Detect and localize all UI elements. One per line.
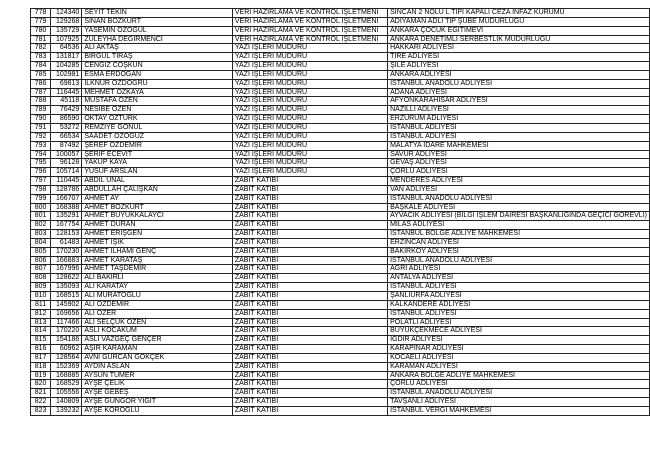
unit-name-cell: ADANA ADLİYESİ: [388, 88, 650, 97]
unit-name-cell: İSTANBUL ANADOLU ADLİYESİ: [388, 389, 650, 398]
job-title-cell: YAZI İŞLERİ MÜDÜRÜ: [232, 62, 387, 71]
job-title-cell: ZABIT KATİBİ: [232, 309, 387, 318]
full-name-cell: CENGİZ COŞKUN: [82, 62, 233, 71]
job-title-cell: ZABIT KATİBİ: [232, 203, 387, 212]
table-row: [31, 203, 650, 212]
registry-number-cell: 69813: [51, 79, 82, 88]
row-number-cell: 802: [31, 221, 51, 230]
job-title-cell: ZABIT KATİBİ: [232, 371, 387, 380]
unit-name-cell: VAN ADLİYESİ: [388, 185, 650, 194]
table-row: [31, 230, 650, 239]
registry-number-cell: 135093: [51, 283, 82, 292]
table-row: [31, 336, 650, 345]
registry-number-cell: 110445: [51, 177, 82, 186]
unit-name-cell: İSTANBUL ANADOLU ADLİYESİ: [388, 79, 650, 88]
row-number-cell: 783: [31, 53, 51, 62]
job-title-cell: YAZI İŞLERİ MÜDÜRÜ: [232, 70, 387, 79]
table-row: [31, 17, 650, 26]
registry-number-cell: 76429: [51, 106, 82, 115]
registry-number-cell: 100057: [51, 150, 82, 159]
table-row: [31, 159, 650, 168]
unit-name-cell: KOCAELİ ADLİYESİ: [388, 353, 650, 362]
full-name-cell: AHMET BÜYÜKKALAYCI: [82, 212, 233, 221]
table-row: [31, 362, 650, 371]
registry-number-cell: 168529: [51, 380, 82, 389]
full-name-cell: ESMA ERDOĞAN: [82, 70, 233, 79]
table-row: [31, 300, 650, 309]
registry-number-cell: 66534: [51, 132, 82, 141]
registry-number-cell: 154186: [51, 336, 82, 345]
job-title-cell: ZABIT KATİBİ: [232, 256, 387, 265]
row-number-cell: 787: [31, 88, 51, 97]
unit-name-cell: İSTANBUL VERGİ MAHKEMESİ: [388, 406, 650, 415]
unit-name-cell: POLATLI ADLİYESİ: [388, 318, 650, 327]
job-title-cell: ZABIT KATİBİ: [232, 336, 387, 345]
unit-name-cell: ANKARA ÇOCUK EĞİTİMEVİ: [388, 26, 650, 35]
unit-name-cell: ANKARA DENETİMLİ SERBESTLİK MÜDÜRLÜĞÜ: [388, 35, 650, 44]
row-number-cell: 808: [31, 274, 51, 283]
unit-name-cell: İSTANBUL ANADOLU ADLİYESİ: [388, 256, 650, 265]
registry-number-cell: 135291: [51, 212, 82, 221]
full-name-cell: ABDULLAH ÇALIŞKAN: [82, 185, 233, 194]
registry-number-cell: 60962: [51, 345, 82, 354]
registry-number-cell: 129268: [51, 17, 82, 26]
row-number-cell: 798: [31, 185, 51, 194]
unit-name-cell: IĞDIR ADLİYESİ: [388, 336, 650, 345]
job-title-cell: ZABIT KATİBİ: [232, 283, 387, 292]
table-row: [31, 97, 650, 106]
full-name-cell: AHMET IŞIK: [82, 238, 233, 247]
job-title-cell: ZABIT KATİBİ: [232, 406, 387, 415]
registry-number-cell: 53272: [51, 123, 82, 132]
job-title-cell: ZABIT KATİBİ: [232, 265, 387, 274]
registry-number-cell: 168885: [51, 371, 82, 380]
registry-number-cell: 169656: [51, 309, 82, 318]
job-title-cell: ZABIT KATİBİ: [232, 345, 387, 354]
job-title-cell: YAZI İŞLERİ MÜDÜRÜ: [232, 141, 387, 150]
unit-name-cell: İSTANBUL ADLİYESİ: [388, 123, 650, 132]
full-name-cell: AYŞE GÜNGÖR YİĞİT: [82, 398, 233, 407]
full-name-cell: NESİBE ÖZEN: [82, 106, 233, 115]
full-name-cell: REMZİYE GÖNÜL: [82, 123, 233, 132]
table-row: [31, 53, 650, 62]
registry-number-cell: 167754: [51, 221, 82, 230]
row-number-cell: 791: [31, 123, 51, 132]
row-number-cell: 803: [31, 230, 51, 239]
row-number-cell: 814: [31, 327, 51, 336]
row-number-cell: 780: [31, 26, 51, 35]
job-title-cell: ZABIT KATİBİ: [232, 221, 387, 230]
table-row: [31, 345, 650, 354]
unit-name-cell: ERZİNCAN ADLİYESİ: [388, 238, 650, 247]
table-row: [31, 212, 650, 221]
job-title-cell: ZABIT KATİBİ: [232, 185, 387, 194]
full-name-cell: YAKUP KAYA: [82, 159, 233, 168]
table-row: [31, 150, 650, 159]
unit-name-cell: BAŞKALE ADLİYESİ: [388, 203, 650, 212]
row-number-cell: 818: [31, 362, 51, 371]
unit-name-cell: ŞİLE ADLİYESİ: [388, 62, 650, 71]
unit-name-cell: NAZİLLİ ADLİYESİ: [388, 106, 650, 115]
unit-name-cell: HAKKARİ ADLİYESİ: [388, 44, 650, 53]
registry-number-cell: 140809: [51, 398, 82, 407]
full-name-cell: AYŞE KÖROĞLU: [82, 406, 233, 415]
table-row: [31, 79, 650, 88]
table-row: [31, 274, 650, 283]
row-number-cell: 782: [31, 44, 51, 53]
table-row: [31, 88, 650, 97]
table-row: [31, 221, 650, 230]
table-row: [31, 9, 650, 18]
full-name-cell: AVNİ GÜRCAN GÖKÇEK: [82, 353, 233, 362]
registry-number-cell: 135729: [51, 26, 82, 35]
row-number-cell: 785: [31, 70, 51, 79]
unit-name-cell: MİLAS ADLİYESİ: [388, 221, 650, 230]
job-title-cell: ZABIT KATİBİ: [232, 238, 387, 247]
full-name-cell: MUSTAFA ÖZEN: [82, 97, 233, 106]
unit-name-cell: ANKARA ADLİYESİ: [388, 70, 650, 79]
table-row: [31, 256, 650, 265]
row-number-cell: 786: [31, 79, 51, 88]
row-number-cell: 805: [31, 247, 51, 256]
job-title-cell: YAZI İŞLERİ MÜDÜRÜ: [232, 88, 387, 97]
registry-number-cell: 139232: [51, 406, 82, 415]
full-name-cell: ŞERİF ECEVİT: [82, 150, 233, 159]
row-number-cell: 801: [31, 212, 51, 221]
row-number-cell: 797: [31, 177, 51, 186]
job-title-cell: YAZI İŞLERİ MÜDÜRÜ: [232, 44, 387, 53]
personnel-table: [30, 8, 650, 416]
table-row: [31, 168, 650, 177]
unit-name-cell: KALKANDERE ADLİYESİ: [388, 300, 650, 309]
job-title-cell: YAZI İŞLERİ MÜDÜRÜ: [232, 97, 387, 106]
registry-number-cell: 170230: [51, 247, 82, 256]
row-number-cell: 799: [31, 194, 51, 203]
job-title-cell: YAZI İŞLERİ MÜDÜRÜ: [232, 79, 387, 88]
job-title-cell: VERİ HAZIRLAMA VE KONTROL İŞLETMENİ: [232, 35, 387, 44]
row-number-cell: 813: [31, 318, 51, 327]
row-number-cell: 809: [31, 283, 51, 292]
registry-number-cell: 166707: [51, 194, 82, 203]
full-name-cell: ALİ SELÇUK ÖZEN: [82, 318, 233, 327]
job-title-cell: YAZI İŞLERİ MÜDÜRÜ: [232, 53, 387, 62]
registry-number-cell: 128564: [51, 353, 82, 362]
unit-name-cell: ERZURUM ADLİYESİ: [388, 115, 650, 124]
unit-name-cell: İSTANBUL ADLİYESİ: [388, 132, 650, 141]
unit-name-cell: ANTALYA ADLİYESİ: [388, 274, 650, 283]
registry-number-cell: 124340: [51, 9, 82, 18]
full-name-cell: AHMET AY: [82, 194, 233, 203]
table-row: [31, 247, 650, 256]
table-row: [31, 265, 650, 274]
row-number-cell: 795: [31, 159, 51, 168]
job-title-cell: ZABIT KATİBİ: [232, 292, 387, 301]
registry-number-cell: 61483: [51, 238, 82, 247]
job-title-cell: VERİ HAZIRLAMA VE KONTROL İŞLETMENİ: [232, 9, 387, 18]
table-row: [31, 141, 650, 150]
row-number-cell: 794: [31, 150, 51, 159]
table-row: [31, 194, 650, 203]
table-row: [31, 318, 650, 327]
table-row: [31, 35, 650, 44]
full-name-cell: AHMET DURAN: [82, 221, 233, 230]
row-number-cell: 810: [31, 292, 51, 301]
full-name-cell: AYDIN ASLAN: [82, 362, 233, 371]
job-title-cell: ZABIT KATİBİ: [232, 177, 387, 186]
job-title-cell: YAZI İŞLERİ MÜDÜRÜ: [232, 168, 387, 177]
full-name-cell: BİRGÜL TIRAŞ: [82, 53, 233, 62]
registry-number-cell: 117466: [51, 318, 82, 327]
unit-name-cell: GEVAŞ ADLİYESİ: [388, 159, 650, 168]
full-name-cell: SAADET ÖZOĞUZ: [82, 132, 233, 141]
full-name-cell: ZÜLEYHA DEĞİRMENCİ: [82, 35, 233, 44]
table-row: [31, 185, 650, 194]
table-row: [31, 70, 650, 79]
registry-number-cell: 168515: [51, 292, 82, 301]
full-name-cell: ASLI KOCAKUM: [82, 327, 233, 336]
registry-number-cell: 87492: [51, 141, 82, 150]
unit-name-cell: MENDERES ADLİYESİ: [388, 177, 650, 186]
row-number-cell: 823: [31, 406, 51, 415]
registry-number-cell: 96128: [51, 159, 82, 168]
unit-name-cell: AĞRI ADLİYESİ: [388, 265, 650, 274]
row-number-cell: 819: [31, 371, 51, 380]
unit-name-cell: İSTANBUL ADLİYESİ: [388, 283, 650, 292]
table-row: [31, 44, 650, 53]
full-name-cell: SEYİT TEKİN: [82, 9, 233, 18]
row-number-cell: 790: [31, 115, 51, 124]
unit-name-cell: SİNCAN 2 NOLU L TİPİ KAPALI CEZA İNFAZ KURUMU: [388, 9, 650, 18]
full-name-cell: ALİ AKTAŞ: [82, 44, 233, 53]
full-name-cell: İLKNUR ÖZDOĞRU: [82, 79, 233, 88]
unit-name-cell: BAKIRKÖY ADLİYESİ: [388, 247, 650, 256]
row-number-cell: 815: [31, 336, 51, 345]
job-title-cell: YAZI İŞLERİ MÜDÜRÜ: [232, 159, 387, 168]
full-name-cell: ŞEREF ÖZDEMİR: [82, 141, 233, 150]
job-title-cell: YAZI İŞLERİ MÜDÜRÜ: [232, 150, 387, 159]
full-name-cell: ALİ ÖZER: [82, 309, 233, 318]
table-row: [31, 238, 650, 247]
unit-name-cell: İSTANBUL BÖLGE ADLİYE MAHKEMESİ: [388, 230, 650, 239]
table-row: [31, 115, 650, 124]
row-number-cell: 811: [31, 300, 51, 309]
registry-number-cell: 86590: [51, 115, 82, 124]
full-name-cell: ALİ ÖZDEMİR: [82, 300, 233, 309]
table-row: [31, 406, 650, 415]
unit-name-cell: TİRE ADLİYESİ: [388, 53, 650, 62]
job-title-cell: YAZI İŞLERİ MÜDÜRÜ: [232, 123, 387, 132]
table-row: [31, 132, 650, 141]
unit-name-cell: ÇORLU ADLİYESİ: [388, 168, 650, 177]
unit-name-cell: ÇORLU ADLİYESİ: [388, 380, 650, 389]
registry-number-cell: 64536: [51, 44, 82, 53]
table-row: [31, 123, 650, 132]
row-number-cell: 796: [31, 168, 51, 177]
row-number-cell: 800: [31, 203, 51, 212]
unit-name-cell: BÜYÜKÇEKMECE ADLİYESİ: [388, 327, 650, 336]
registry-number-cell: 116445: [51, 88, 82, 97]
full-name-cell: AYŞE GEBEŞ: [82, 389, 233, 398]
unit-name-cell: ANKARA BÖLGE ADLİYE MAHKEMESİ: [388, 371, 650, 380]
row-number-cell: 816: [31, 345, 51, 354]
job-title-cell: ZABIT KATİBİ: [232, 327, 387, 336]
unit-name-cell: İSTANBUL ADLİYESİ: [388, 309, 650, 318]
full-name-cell: AHMET TAŞDEMİR: [82, 265, 233, 274]
row-number-cell: 822: [31, 398, 51, 407]
full-name-cell: YUSUF ARSLAN: [82, 168, 233, 177]
full-name-cell: OKTAY ÖZTÜRK: [82, 115, 233, 124]
registry-number-cell: 168388: [51, 203, 82, 212]
full-name-cell: ALİ MURATOĞLU: [82, 292, 233, 301]
job-title-cell: ZABIT KATİBİ: [232, 274, 387, 283]
job-title-cell: ZABIT KATİBİ: [232, 380, 387, 389]
unit-name-cell: İSTANBUL ANADOLU ADLİYESİ: [388, 194, 650, 203]
unit-name-cell: KARAMAN ADLİYESİ: [388, 362, 650, 371]
registry-number-cell: 167996: [51, 265, 82, 274]
registry-number-cell: 104285: [51, 62, 82, 71]
registry-number-cell: 166883: [51, 256, 82, 265]
table-row: [31, 309, 650, 318]
registry-number-cell: 128786: [51, 185, 82, 194]
job-title-cell: ZABIT KATİBİ: [232, 353, 387, 362]
job-title-cell: ZABIT KATİBİ: [232, 300, 387, 309]
unit-name-cell: TAVŞANLI ADLİYESİ: [388, 398, 650, 407]
registry-number-cell: 131817: [51, 53, 82, 62]
job-title-cell: ZABIT KATİBİ: [232, 194, 387, 203]
job-title-cell: ZABIT KATİBİ: [232, 230, 387, 239]
full-name-cell: AYSUN TÜMER: [82, 371, 233, 380]
row-number-cell: 817: [31, 353, 51, 362]
row-number-cell: 784: [31, 62, 51, 71]
job-title-cell: ZABIT KATİBİ: [232, 247, 387, 256]
full-name-cell: AŞIR KARAMAN: [82, 345, 233, 354]
full-name-cell: ABDİL ÜNAL: [82, 177, 233, 186]
registry-number-cell: 105556: [51, 389, 82, 398]
row-number-cell: 806: [31, 256, 51, 265]
job-title-cell: YAZI İŞLERİ MÜDÜRÜ: [232, 115, 387, 124]
job-title-cell: YAZI İŞLERİ MÜDÜRÜ: [232, 106, 387, 115]
registry-number-cell: 170220: [51, 327, 82, 336]
unit-name-cell: AFYONKARAHİSAR ADLİYESİ: [388, 97, 650, 106]
job-title-cell: VERİ HAZIRLAMA VE KONTROL İŞLETMENİ: [232, 17, 387, 26]
unit-name-cell: SAVUR ADLİYESİ: [388, 150, 650, 159]
unit-name-cell: MALATYA İDARE MAHKEMESİ: [388, 141, 650, 150]
registry-number-cell: 128153: [51, 230, 82, 239]
table-row: [31, 371, 650, 380]
row-number-cell: 812: [31, 309, 51, 318]
full-name-cell: AHMET KARATAŞ: [82, 256, 233, 265]
unit-name-cell: ADIYAMAN ADLİ TIP ŞUBE MÜDÜRLÜĞÜ: [388, 17, 650, 26]
full-name-cell: SİNAN BOZKURT: [82, 17, 233, 26]
full-name-cell: ALİ KARATAY: [82, 283, 233, 292]
full-name-cell: AYŞE ÇELİK: [82, 380, 233, 389]
job-title-cell: ZABIT KATİBİ: [232, 398, 387, 407]
job-title-cell: ZABIT KATİBİ: [232, 389, 387, 398]
full-name-cell: ASLI VAZGEÇ GENÇER: [82, 336, 233, 345]
registry-number-cell: 105714: [51, 168, 82, 177]
table-row: [31, 389, 650, 398]
row-number-cell: 788: [31, 97, 51, 106]
unit-name-cell: KARAPINAR ADLİYESİ: [388, 345, 650, 354]
table-row: [31, 353, 650, 362]
full-name-cell: ALİ BAKIRLI: [82, 274, 233, 283]
table-row: [31, 177, 650, 186]
job-title-cell: ZABIT KATİBİ: [232, 318, 387, 327]
table-row: [31, 62, 650, 71]
registry-number-cell: 102981: [51, 70, 82, 79]
registry-number-cell: 128622: [51, 274, 82, 283]
row-number-cell: 821: [31, 389, 51, 398]
row-number-cell: 792: [31, 132, 51, 141]
registry-number-cell: 107925: [51, 35, 82, 44]
row-number-cell: 793: [31, 141, 51, 150]
row-number-cell: 778: [31, 9, 51, 18]
registry-number-cell: 45118: [51, 97, 82, 106]
job-title-cell: ZABIT KATİBİ: [232, 362, 387, 371]
full-name-cell: MEHMET ÖZKAYA: [82, 88, 233, 97]
table-row: [31, 26, 650, 35]
unit-name-cell: ŞANLIURFA ADLİYESİ: [388, 292, 650, 301]
registry-number-cell: 145902: [51, 300, 82, 309]
full-name-cell: AHMET BOZKURT: [82, 203, 233, 212]
table-row: [31, 283, 650, 292]
table-row: [31, 327, 650, 336]
row-number-cell: 807: [31, 265, 51, 274]
table-row: [31, 292, 650, 301]
registry-number-cell: 152369: [51, 362, 82, 371]
row-number-cell: 804: [31, 238, 51, 247]
row-number-cell: 820: [31, 380, 51, 389]
job-title-cell: ZABIT KATİBİ: [232, 212, 387, 221]
row-number-cell: 779: [31, 17, 51, 26]
full-name-cell: YASEMİN ÖZOĞUL: [82, 26, 233, 35]
table-body: [31, 9, 650, 416]
unit-name-cell: AYVACIK ADLİYESİ (BİLGİ İŞLEM DAİRESİ BAŞKANLIĞINDA GEÇİCİ GÖREVLİ): [388, 212, 650, 221]
full-name-cell: AHMET İLHAMİ GENÇ: [82, 247, 233, 256]
job-title-cell: YAZI İŞLERİ MÜDÜRÜ: [232, 132, 387, 141]
row-number-cell: 781: [31, 35, 51, 44]
table-row: [31, 380, 650, 389]
table-row: [31, 106, 650, 115]
table-row: [31, 398, 650, 407]
row-number-cell: 789: [31, 106, 51, 115]
job-title-cell: VERİ HAZIRLAMA VE KONTROL İŞLETMENİ: [232, 26, 387, 35]
full-name-cell: AHMET ERİŞGEN: [82, 230, 233, 239]
